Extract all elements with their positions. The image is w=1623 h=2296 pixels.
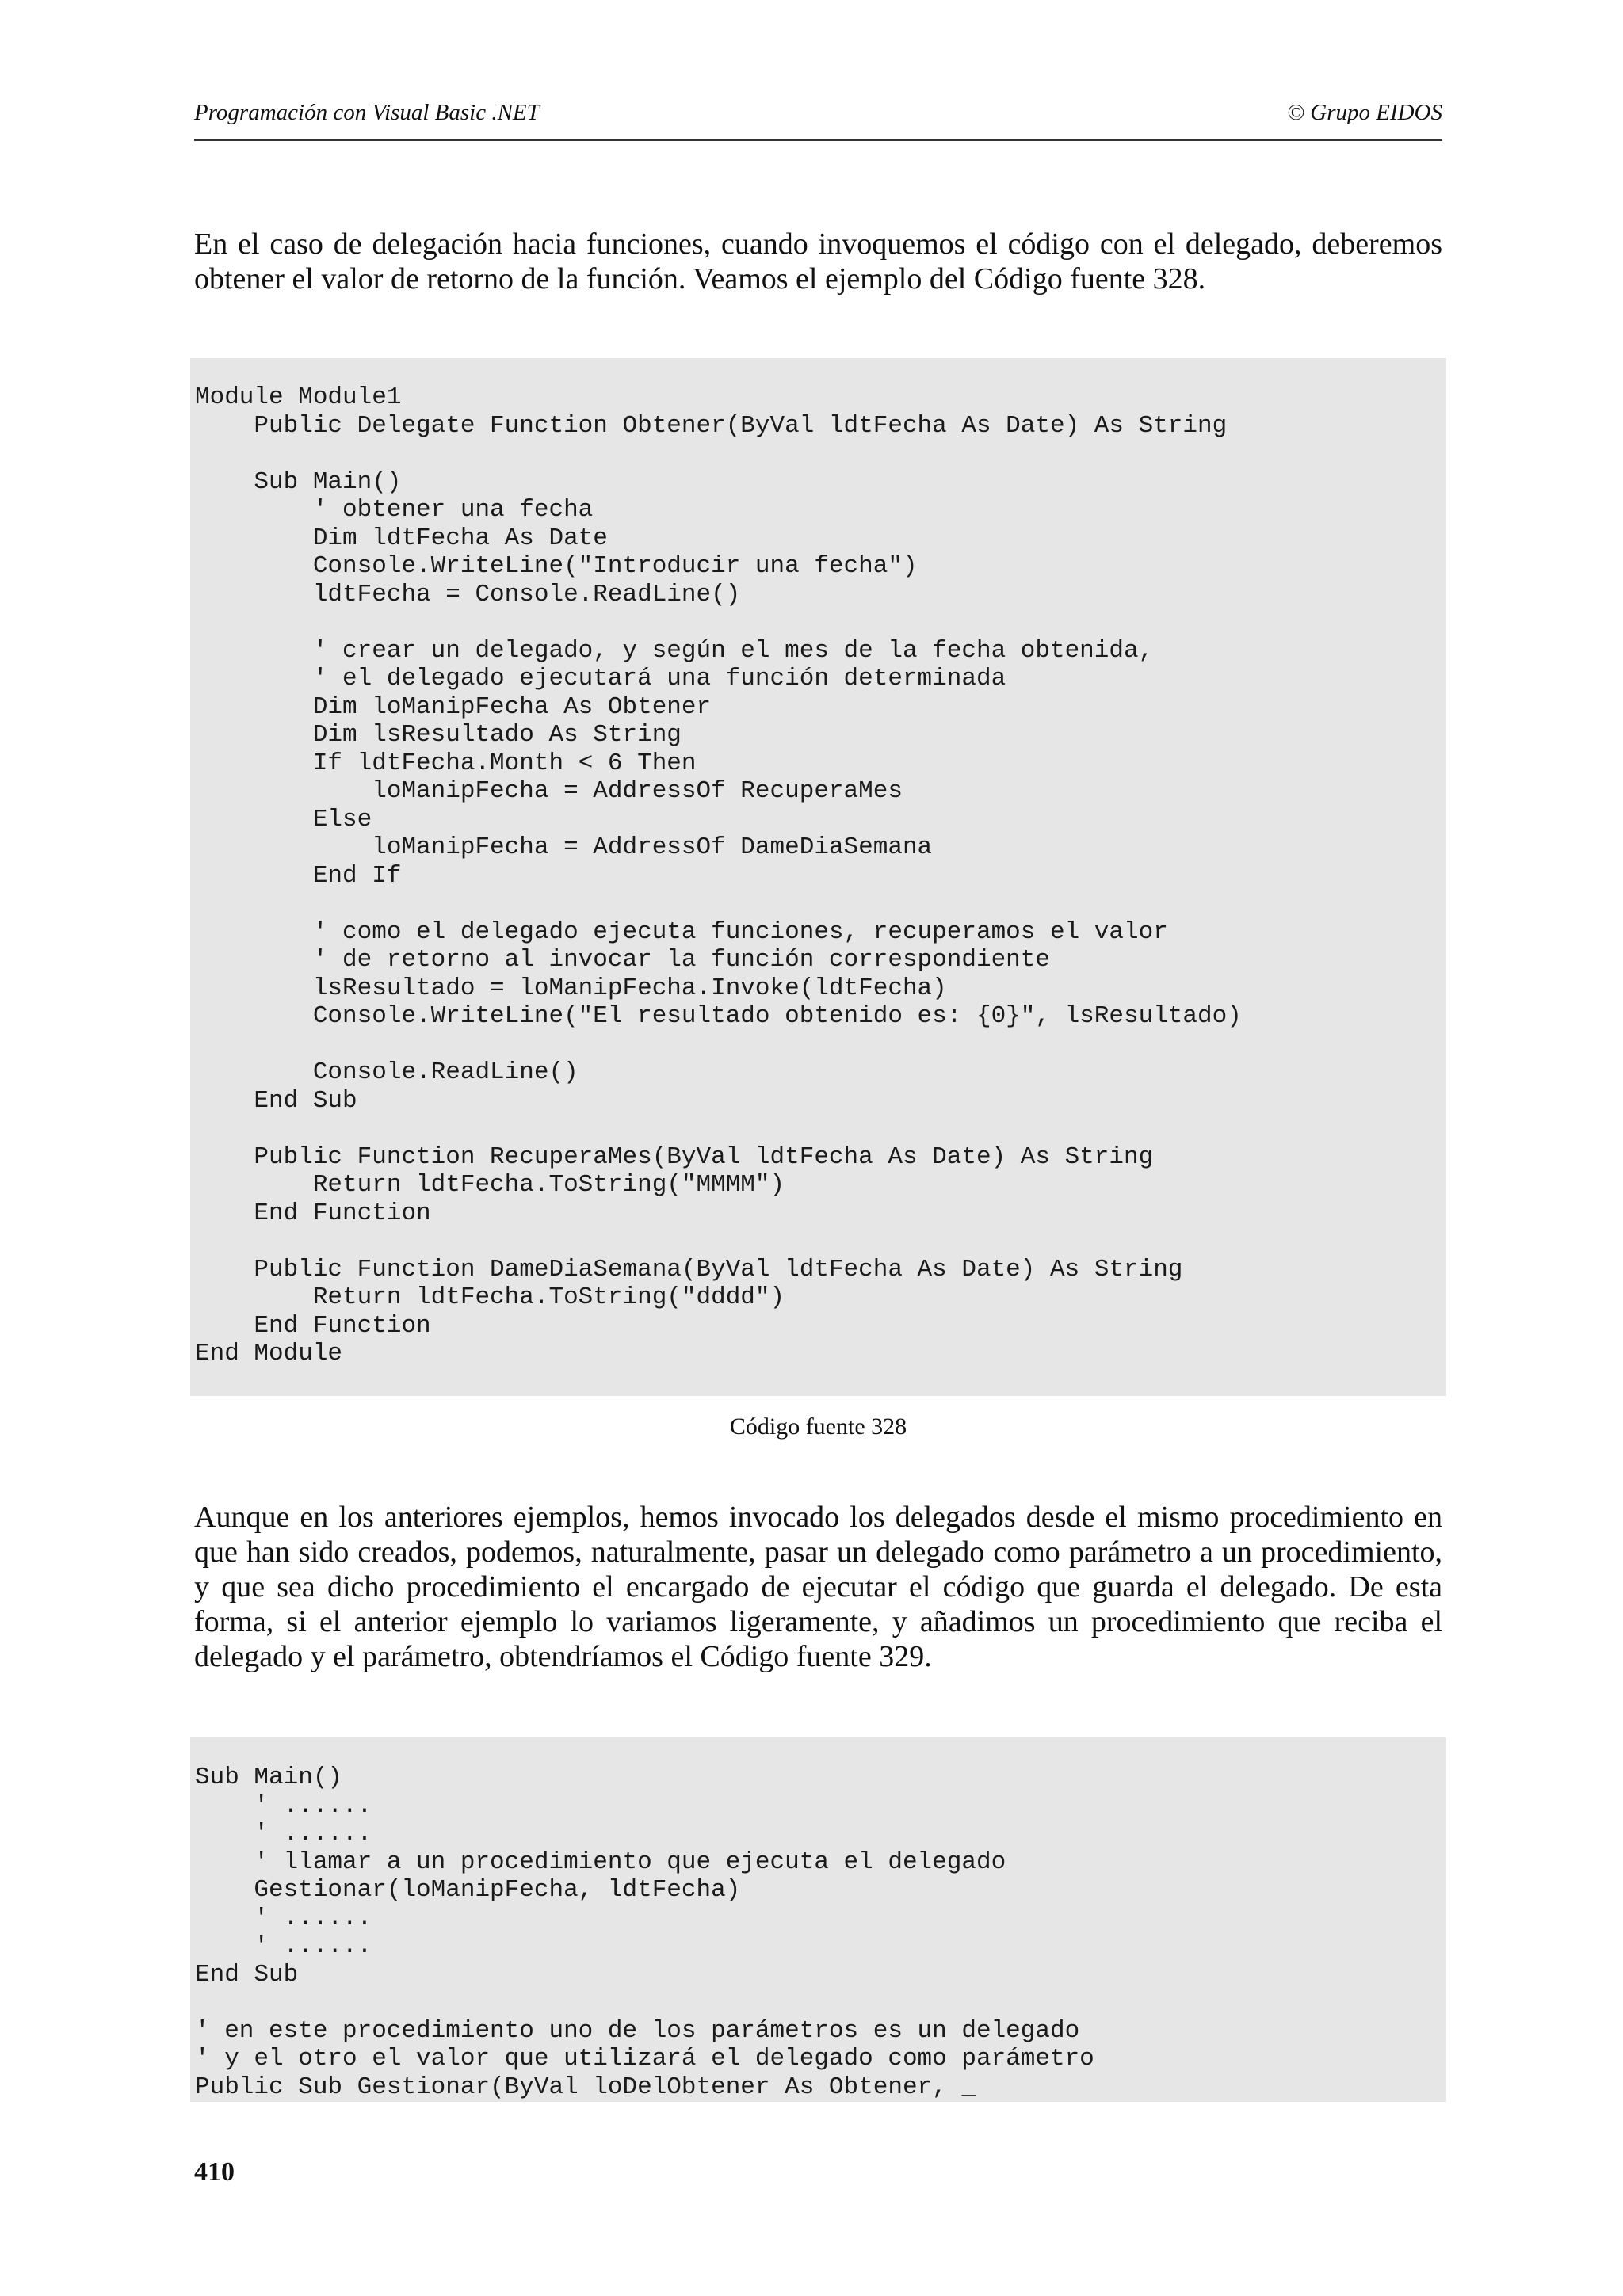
code-listing-329: [190, 1737, 1446, 2102]
intro-paragraph: En el caso de delegación hacia funciones, cuando invoquemos el código con el delegado, deberemos obtener el valor de retorno de la función. Veamos el ejemplo del Código fuente 328.: [194, 227, 1442, 296]
code-listing-328: [190, 358, 1446, 1396]
code-listing-328-text: Module Module1 Public Delegate Function Obtener(ByVal ldtFecha As Date) As String Sub Main() ' obtener una fecha Dim ldtFecha As Date Console.WriteLine("Introducir una fecha") ldtFecha = Console.ReadLine() ' crear un delegado, y según el mes de la fecha obtenida, ' el delegado ejecutará una función determinada Dim loManipFecha As Obtener Dim lsResultado As String If ldtFecha.Month < 6 Then loManipFecha = AddressOf RecuperaMes Else loManipFecha = AddressOf DameDiaSemana End If ' como el delegado ejecuta funciones, recuperamos el valor ' de retorno al invocar la función correspondiente lsResultado = loManipFecha.Invoke(ldtFecha) Console.WriteLine("El resultado obtenido es: {0}", lsResultado) Console.ReadLine() End Sub Public Function RecuperaMes(ByVal ldtFecha As Date) As String Return ldtFecha.ToString("MMMM") End Function Public Function DameDiaSemana(ByVal ldtFecha As Date) As String Return ldtFecha.ToString("dddd") End Function End Module: [195, 383, 1242, 1367]
code-listing-329-text: Sub Main() ' ...... ' ...... ' llamar a un procedimiento que ejecuta el delegado Gestionar(loManipFecha, ldtFecha) ' ...... ' ...... End Sub ' en este procedimiento uno de los parámetros es un delegado ' y el otro el valor que utilizará el delegado como parámetro Public Sub Gestionar(ByVal loDelObtener As Obtener, _: [195, 1764, 1094, 2101]
code-caption-328: Código fuente 328: [729, 1413, 907, 1440]
publisher-name: © Grupo EIDOS: [1286, 100, 1442, 125]
page-header: [194, 93, 1442, 141]
page-number: 410: [194, 2157, 235, 2187]
explanation-paragraph: Aunque en los anteriores ejemplos, hemos invocado los delegados desde el mismo procedimiento en que han sido creados, podemos, naturalmente, pasar un delegado como parámetro a un procedimiento, y que sea dicho procedimiento el encargado de ejecutar el código que guarda el delegado. De esta forma, si el anterior ejemplo lo variamos ligeramente, y añadimos un procedimiento que reciba el delegado y el parámetro, obtendríamos el Código fuente 329.: [194, 1501, 1442, 1673]
book-title: Programación con Visual Basic .NET: [194, 100, 540, 125]
